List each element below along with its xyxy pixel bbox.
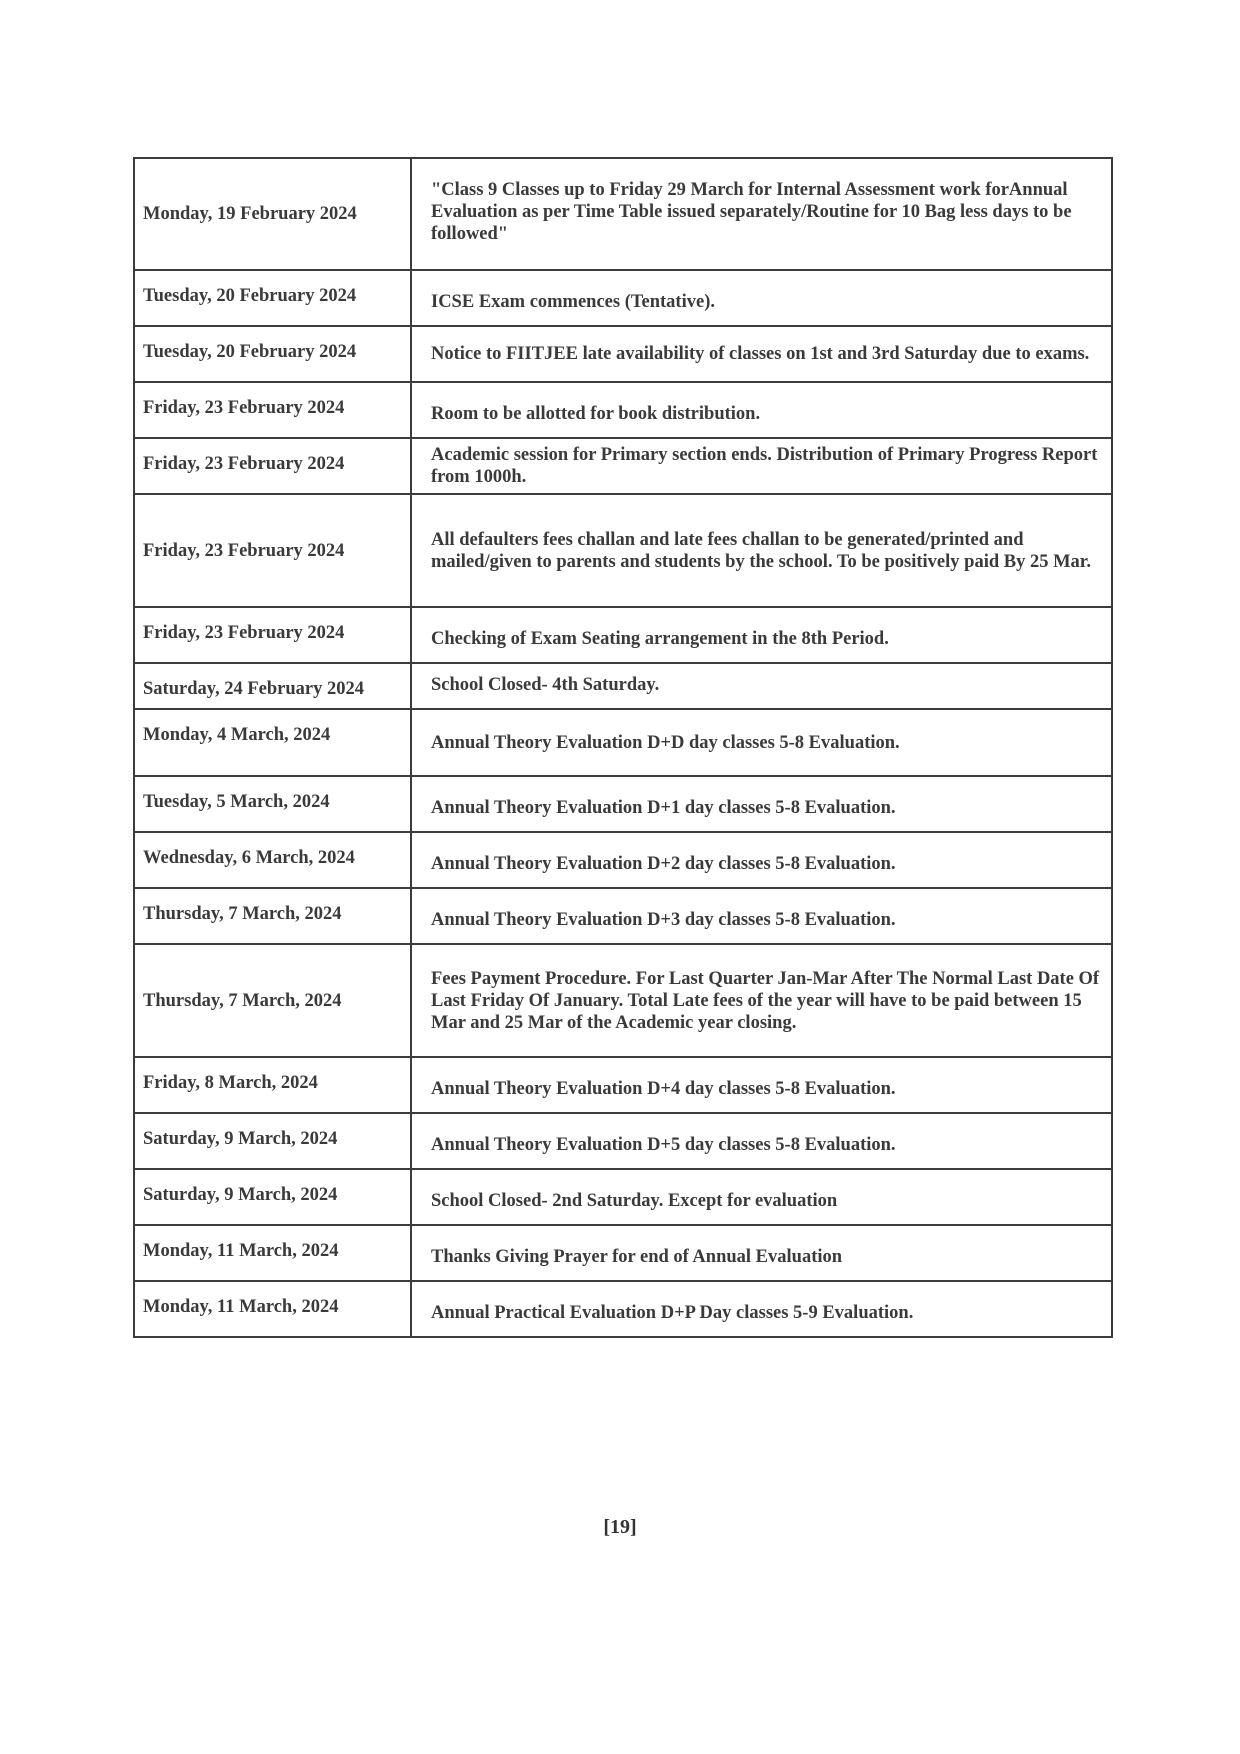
table-row — [134, 888, 1112, 944]
table-row — [134, 607, 1112, 663]
event-cell: Annual Theory Evaluation D+5 day classes 5-8 Evaluation. — [411, 1113, 1112, 1169]
date-cell: Monday, 11 March, 2024 — [134, 1281, 411, 1337]
date-cell: Saturday, 9 March, 2024 — [134, 1169, 411, 1225]
table-row — [134, 1057, 1112, 1113]
event-cell: Notice to FIITJEE late availability of classes on 1st and 3rd Saturday due to exams. — [411, 326, 1112, 382]
event-cell: Annual Theory Evaluation D+2 day classes 5-8 Evaluation. — [411, 832, 1112, 888]
event-cell: ICSE Exam commences (Tentative). — [411, 270, 1112, 326]
event-cell: School Closed- 4th Saturday. — [411, 663, 1112, 709]
event-cell: Annual Theory Evaluation D+4 day classes 5-8 Evaluation. — [411, 1057, 1112, 1113]
date-cell: Saturday, 9 March, 2024 — [134, 1113, 411, 1169]
date-cell: Friday, 23 February 2024 — [134, 494, 411, 607]
table-row — [134, 158, 1112, 270]
event-cell: Annual Practical Evaluation D+P Day classes 5-9 Evaluation. — [411, 1281, 1112, 1337]
event-cell: Checking of Exam Seating arrangement in the 8th Period. — [411, 607, 1112, 663]
event-cell: Annual Theory Evaluation D+D day classes 5-8 Evaluation. — [411, 709, 1112, 776]
table-row — [134, 1225, 1112, 1281]
date-cell: Wednesday, 6 March, 2024 — [134, 832, 411, 888]
event-cell: All defaulters fees challan and late fees challan to be generated/printed and mailed/given to parents and students by the school. To be positively paid By 25 Mar. — [411, 494, 1112, 607]
event-cell: Thanks Giving Prayer for end of Annual Evaluation — [411, 1225, 1112, 1281]
table-row — [134, 776, 1112, 832]
event-cell: Annual Theory Evaluation D+1 day classes 5-8 Evaluation. — [411, 776, 1112, 832]
table-row — [134, 663, 1112, 709]
date-cell: Friday, 23 February 2024 — [134, 438, 411, 494]
date-cell: Thursday, 7 March, 2024 — [134, 944, 411, 1057]
schedule-table — [133, 157, 1113, 1338]
table-row — [134, 382, 1112, 438]
event-cell: "Class 9 Classes up to Friday 29 March for Internal Assessment work forAnnual Evaluation as per Time Table issued separately/Routine for 10 Bag less days to be followed" — [411, 158, 1112, 270]
date-cell: Tuesday, 20 February 2024 — [134, 326, 411, 382]
event-cell: Academic session for Primary section ends. Distribution of Primary Progress Report from 1000h. — [411, 438, 1112, 494]
date-cell: Monday, 4 March, 2024 — [134, 709, 411, 776]
table-row — [134, 709, 1112, 776]
date-cell: Thursday, 7 March, 2024 — [134, 888, 411, 944]
date-cell: Monday, 11 March, 2024 — [134, 1225, 411, 1281]
table-row — [134, 494, 1112, 607]
event-cell: Fees Payment Procedure. For Last Quarter Jan-Mar After The Normal Last Date Of Last Friday Of January. Total Late fees of the year will have to be paid between 15 Mar and 25 Mar of the Academic year closing. — [411, 944, 1112, 1057]
table-row — [134, 1113, 1112, 1169]
event-cell: Room to be allotted for book distribution. — [411, 382, 1112, 438]
date-cell: Friday, 8 March, 2024 — [134, 1057, 411, 1113]
date-cell: Friday, 23 February 2024 — [134, 607, 411, 663]
date-cell: Tuesday, 20 February 2024 — [134, 270, 411, 326]
date-cell: Tuesday, 5 March, 2024 — [134, 776, 411, 832]
table-row — [134, 1169, 1112, 1225]
event-cell: School Closed- 2nd Saturday. Except for evaluation — [411, 1169, 1112, 1225]
table-row — [134, 944, 1112, 1057]
date-cell: Saturday, 24 February 2024 — [134, 663, 411, 709]
event-cell: Annual Theory Evaluation D+3 day classes 5-8 Evaluation. — [411, 888, 1112, 944]
date-cell: Friday, 23 February 2024 — [134, 382, 411, 438]
table-row — [134, 438, 1112, 494]
table-row — [134, 832, 1112, 888]
table-row — [134, 270, 1112, 326]
page-number: [19] — [603, 1516, 637, 1538]
table-row — [134, 1281, 1112, 1337]
table-row — [134, 326, 1112, 382]
date-cell: Monday, 19 February 2024 — [134, 158, 411, 270]
